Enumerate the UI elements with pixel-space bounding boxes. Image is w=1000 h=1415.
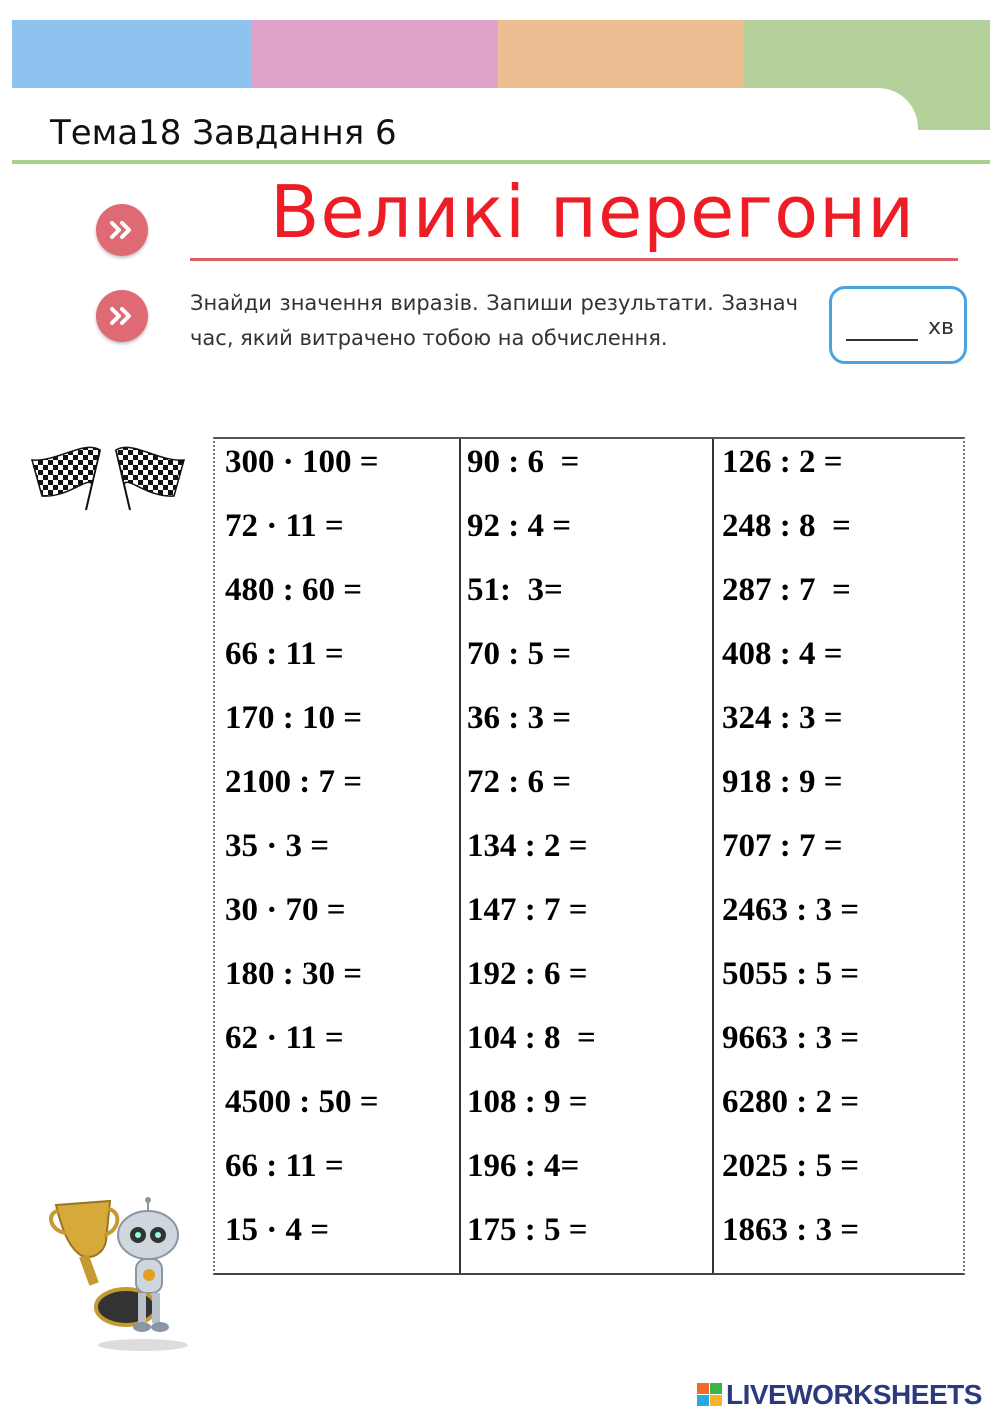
expression-cell: 72 : 6 = xyxy=(467,764,572,800)
expression-cell: 175 : 5 = xyxy=(467,1212,588,1248)
expression-cell: 134 : 2 = xyxy=(467,828,588,864)
expression-cell: 4500 : 50 = xyxy=(225,1084,379,1120)
expressions-table xyxy=(213,437,965,1275)
column-divider xyxy=(459,439,461,1273)
expression-cell: 147 : 7 = xyxy=(467,892,588,928)
expression-cell: 480 : 60 = xyxy=(225,572,363,608)
double-chevron-right-icon xyxy=(96,204,148,256)
expression-cell: 90 : 6 = xyxy=(467,444,580,480)
expression-cell: 66 : 11 = xyxy=(225,1148,344,1184)
top-band-pink xyxy=(252,20,498,88)
expression-cell: 196 : 4= xyxy=(467,1148,580,1184)
top-band-blue xyxy=(12,20,252,88)
expression-cell: 918 : 9 = xyxy=(722,764,843,800)
column-divider xyxy=(712,439,714,1273)
time-box[interactable] xyxy=(829,286,967,364)
header-divider xyxy=(12,160,990,164)
expression-cell: 104 : 8 = xyxy=(467,1020,596,1056)
expression-cell: 408 : 4 = xyxy=(722,636,843,672)
task-instructions: Знайди значення виразів. Запиши результати. Зазнач час, який витрачено тобою на обчислення. xyxy=(190,291,798,350)
time-unit-label: хв xyxy=(928,315,954,340)
expression-cell: 30 · 70 = xyxy=(225,892,346,928)
expression-cell: 1863 : 3 = xyxy=(722,1212,860,1248)
expression-cell: 2100 : 7 = xyxy=(225,764,363,800)
expression-cell: 192 : 6 = xyxy=(467,956,588,992)
liveworksheets-logo-icon xyxy=(697,1383,723,1407)
checkered-flags-icon xyxy=(28,440,188,512)
expressions-column-1 xyxy=(225,439,379,1271)
expression-cell: 6280 : 2 = xyxy=(722,1084,860,1120)
expression-cell: 15 · 4 = xyxy=(225,1212,330,1248)
expressions-column-2 xyxy=(467,439,596,1271)
expression-cell: 324 : 3 = xyxy=(722,700,843,736)
expression-cell: 180 : 30 = xyxy=(225,956,363,992)
top-band-orange xyxy=(498,20,744,88)
expression-cell: 36 : 3 = xyxy=(467,700,572,736)
expression-cell: 170 : 10 = xyxy=(225,700,363,736)
expression-cell: 108 : 9 = xyxy=(467,1084,588,1120)
robot-with-trophy-icon xyxy=(48,1195,198,1355)
double-chevron-right-icon xyxy=(96,290,148,342)
expression-cell: 2025 : 5 = xyxy=(722,1148,860,1184)
expression-cell: 62 · 11 = xyxy=(225,1020,344,1056)
expression-cell: 72 · 11 = xyxy=(225,508,344,544)
expression-cell: 9663 : 3 = xyxy=(722,1020,860,1056)
logo-text: LIVEWORKSHEETS xyxy=(726,1379,982,1410)
expression-cell: 707 : 7 = xyxy=(722,828,843,864)
expression-cell: 126 : 2 = xyxy=(722,444,843,480)
expression-cell: 51: 3= xyxy=(467,572,563,608)
expression-cell: 2463 : 3 = xyxy=(722,892,860,928)
expression-cell: 66 : 11 = xyxy=(225,636,344,672)
expressions-column-3 xyxy=(722,439,859,1271)
time-answer-blank[interactable] xyxy=(846,339,918,341)
expression-cell: 300 · 100 = xyxy=(225,444,379,480)
expression-cell: 5055 : 5 = xyxy=(722,956,860,992)
title-underline xyxy=(190,258,958,261)
expression-cell: 35 · 3 = xyxy=(225,828,330,864)
page-header-title: Тема18 Завдання 6 xyxy=(50,113,397,153)
expression-cell: 92 : 4 = xyxy=(467,508,572,544)
worksheet-title: Великі перегони xyxy=(270,170,915,254)
expression-cell: 70 : 5 = xyxy=(467,636,572,672)
liveworksheets-logo[interactable] xyxy=(697,1380,997,1410)
expression-cell: 287 : 7 = xyxy=(722,572,851,608)
expression-cell: 248 : 8 = xyxy=(722,508,851,544)
